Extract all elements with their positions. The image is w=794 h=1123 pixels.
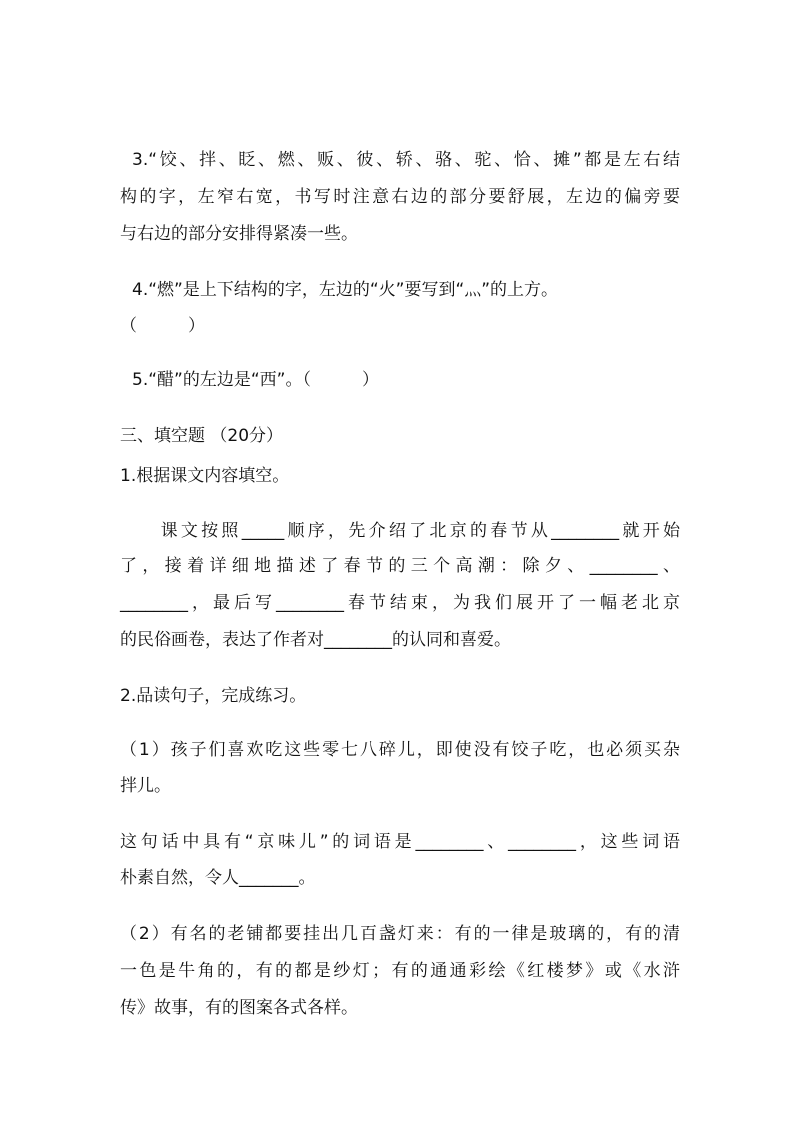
item3-line1: 3.“饺、拌、眨、燃、贩、彼、轿、骆、驼、恰、摊”都是左右结 [132,150,680,170]
q2-sentence1-line1: （1）孩子们喜欢吃这些零七八碎儿，即使没有饺子吃，也必须买杂 [120,740,680,760]
item3-line2: 构的字，左窄右宽，书写时注意右边的部分要舒展，左边的偏旁要 [120,187,680,207]
q2-answer1-line2: 朴素自然，令人_______。 [120,868,316,888]
item4-line1: 4.“燃”是上下结构的字，左边的“火”要写到“灬”的上方。 [132,280,559,300]
q2-answer1-line1: 这句话中具有“京味儿”的词语是________、________，这些词语 [120,832,680,852]
section3-q1-title: 1.根据课文内容填空。 [120,466,290,486]
q1-fill-line4: 的民俗画卷，表达了作者对________的认同和喜爱。 [120,630,511,650]
section3-q2-title: 2.品读句子，完成练习。 [120,686,307,706]
q2-sentence1-line2: 拌儿。 [120,776,171,796]
q2-sentence2-line2: 一色是牛角的，有的都是纱灯；有的通通彩绘《红楼梦》或《水浒 [120,961,680,981]
q1-fill-line1: 课文按照_____顺序，先介绍了北京的春节从________就开始 [120,521,680,541]
q2-sentence2-line1: （2）有名的老铺都要挂出几百盏灯来：有的一律是玻璃的，有的清 [120,924,680,944]
q1-fill-line2: 了，接着详细地描述了春节的三个高潮：除夕、________、 [120,556,680,576]
q1-fill-line3: ________，最后写________春节结束，为我们展开了一幅老北京 [120,593,680,613]
section3-title: 三、填空题 （20分） [120,426,284,446]
item5-line1: 5.“醋”的左边是“西”。（ ） [132,370,379,390]
item3-line3: 与右边的部分安排得紧凑一些。 [120,224,358,244]
q2-sentence2-line3: 传》故事，有的图案各式各样。 [120,998,358,1018]
item4-line2: （ ） [120,316,205,336]
